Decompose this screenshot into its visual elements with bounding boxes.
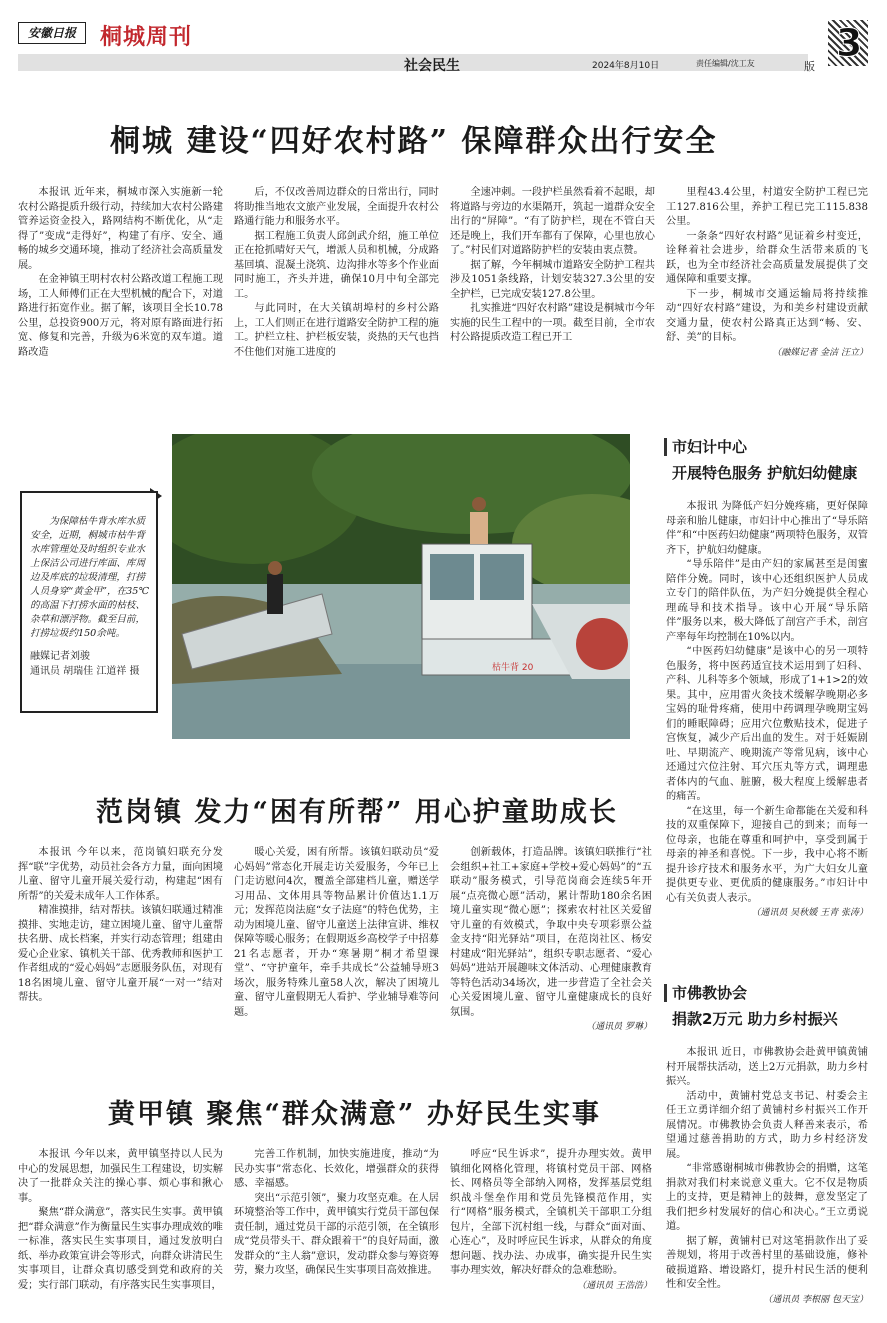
photo-caption [20, 491, 158, 713]
paragraph: 活动中，黄铺村党总支书记、村委会主任王立勇详细介绍了黄铺村乡村振兴工作开展情况。市佛教协会负责人释善来表示，希望通过慈善捐助的方式，助力乡村经济发展。 [666, 1090, 868, 1160]
article1-col2 [234, 186, 439, 376]
section-name: 社会民生 [404, 58, 460, 74]
side1-body [666, 500, 868, 962]
paragraph: 暖心关爱，困有所帮。该镇妇联动员“爱心妈妈”常态化开展走访关爱服务，今年已上门走访慰问4次，覆盖全部建档儿童，赠送学习用品、文体用具等物品累计价值达1.1万元；发挥范岗法庭“女子法庭”的特色优势，主动为困境儿童、留守儿童送上法律宣讲、维权保障等暖心服务；在假期返乡高校学子中招募21名志愿者，开办“寒暑期”桐才希望课堂”、“守护童年，牵手共成长”公益辅导班3场次，服务特殊儿童58人次，解决了困境儿童、留守儿童假期无人看护、学业辅导难等问题。 [234, 847, 439, 1018]
paragraph: 全速冲刺。一段护栏虽然看着不起眼，却将道路与旁边的水渠隔开，筑起一道群众安全出行的“屏障”。“有了防护栏，现在不管白天还是晚上，我们开车都有了保障，心里也放心了。”村民们对道路防护栏的安装由衷点赞。 [450, 187, 655, 256]
article2-title: 范岗镇 发力“困有所帮” 用心护童助成长 [96, 797, 618, 828]
caption-credit-1: 融媒记者刘骏 [30, 651, 90, 662]
page-number: 3 [836, 21, 863, 65]
byline: （通讯员 李根丽 包天宝） [763, 1294, 868, 1305]
paragraph: “中医药妇幼健康”是该中心的另一项特色服务，将中医药适宜技术运用到了妇科、产科、儿科等多个领域，形成了1+1>2的效果。其中，应用雷火灸技术缓解孕晚期必多宝妈的耻骨疼痛，使用中药调理孕晚期宝妈们的睡眠障碍；应用穴位敷贴技术，促进子宫恢复，减少产后出血的发生。对于妊娠剧吐、早期流产、晚期流产等常见病，该中心还通过穴位注射、耳穴压丸等方式，调理患者体内的气血、脏腑，极大程度上缓解患者的痛苦。 [666, 646, 868, 802]
article3-col2 [234, 1148, 439, 1314]
side2-body [666, 1046, 868, 1314]
article1-col3 [450, 186, 655, 376]
newspaper-logo: 安徽日报 [18, 22, 86, 44]
article3-title: 黄甲镇 聚焦“群众满意” 办好民生实事 [108, 1099, 601, 1130]
paragraph: 据了解，黄铺村已对这笔捐款作出了妥善规划，将用于改善村里的基础设施，修补破损道路、增设路灯，提升村民生活的便利性和安全性。 [666, 1235, 868, 1290]
page-number-box [828, 20, 868, 66]
side1-title-marker [664, 438, 667, 456]
news-photo [172, 434, 630, 739]
paragraph: 下一步，桐城市交通运输局将持续推动“四好农村路”建设，为和美乡村建设贡献交通力量，使农村公路真正达到“畅、安、舒、美”的目标。 [666, 288, 868, 343]
boat-label: 枯牛背 20 [492, 663, 534, 673]
byline: （通讯员 吴秋媛 王青 张涛） [751, 908, 868, 918]
paragraph: 本报讯 今年以来，范岗镇妇联充分发挥“联”字优势，动员社会各方力量，面向困境儿童、留守儿童开展关爱行动，构建起“困有所帮”的关爱未成年人工作体系。 [18, 847, 223, 902]
paragraph: 在金神镇王明村农村公路改道工程施工现场，工人师傅们正在大型机械的配合下，对道路进行拓宽作业。据了解，该项目全长10.78公里，总投资900万元，将对原有路面进行拓宽、修复和完善，升级为6米宽的双车道。道路改造 [18, 274, 223, 358]
paragraph: 本报讯 今年以来，黄甲镇坚持以人民为中心的发展思想，加强民生工程建设，切实解决了一批群众关注的操心事、烦心事和揪心事。 [18, 1149, 223, 1204]
paragraph: 本报讯 近年来，桐城市深入实施新一轮农村公路提质升级行动，持续加大农村公路建管养运资金投入，路网结构不断优化，从“走得了”变成“走得好”，构建了有序、安全、通畅的城乡交通环境，推动了经济社会高质量发展。 [18, 187, 223, 271]
paragraph: 突出“示范引领”，聚力攻坚克难。在人居环境整治等工作中，黄甲镇实行党员干部包保责任制，通过党员干部的示范引领，在全镇形成“党员带头干、群众跟着干”的良好局面，激发群众的“主人翁”意识，发动群众参与筹资筹劳，聚力攻坚，确保民生实事项目高效推进。 [234, 1192, 439, 1276]
edition-label: 版 [804, 60, 815, 73]
paragraph: 与此同时，在大关镇胡埠村的乡村公路上，工人们则正在进行道路安全防护工程的施工。护栏立柱、护栏板安装，炎热的天气也挡不住他们对施工进度的 [234, 303, 439, 358]
side1-title-line1: 市妇计中心 [672, 438, 748, 456]
caption-credit-2: 通讯员 胡瑞佳 江道祥 摄 [30, 666, 140, 677]
side1-title-line2: 开展特色服务 护航妇幼健康 [672, 464, 858, 482]
paragraph: 精准摸排，结对帮扶。该镇妇联通过精准摸排、实地走访，建立困境儿童、留守儿童帮扶名册、成长档案，并实行动态管理；组建由爱心企业家、镇机关干部、优秀教师和医护工作者组成的“爱心妈妈”志愿服务队伍，对现有18名困境儿童、留守儿童开展“一对一”结对帮扶。 [18, 905, 223, 1003]
paragraph: 据了解，今年桐城市道路安全防护工程共涉及1051条线路，计划安装327.3公里的安全护栏，已完成安装127.8公里。 [450, 259, 655, 300]
paragraph: 扎实推进“四好农村路”建设是桐城市今年实施的民生工程中的一项。截至目前，全市农村公路提质改造工程已开工 [450, 303, 655, 343]
editor-credit: 责任编辑/沈工友 [696, 59, 755, 68]
paragraph: 创新载体，打造品牌。该镇妇联推行“社会组织+社工+家庭+学校+爱心妈妈”的“五联动”服务模式，引导范岗商会连续5年开展“点亮微心愿”活动，累计帮助180余名困境儿童实现“微心愿”；探索农村社区关爱留守儿童的有效模式，争取中央专项彩票公益金支持“阳光驿站”项目，在范岗社区、杨安村建成“阳光驿站”，组织专职志愿者、“爱心妈妈”进站开展趣味文体活动、心理健康教育等特色活动34场次，进一步营造了全社会关心关爱困境儿童、留守儿童健康成长的良好氛围。 [450, 847, 652, 1018]
side2-title-line1: 市佛教协会 [672, 984, 748, 1002]
article3-col3 [450, 1148, 652, 1314]
issue-date: 2024年8月10日 [592, 61, 660, 71]
paragraph: “在这里，每一个新生命都能在关爱和科技的双重保障下，迎接自己的到来；而每一位母亲，也能在尊重和呵护中，享受到属于母亲的神圣和喜悦。下一步，我中心将不断提升诊疗技术和服务水平，为广大妇女儿童提供更专业、更优质的健康服务。”市妇计中心有关负责人表示。 [666, 805, 868, 904]
paragraph: 完善工作机制，加快实施进度，推动“为民办实事”常态化、长效化，增强群众的获得感、幸福感。 [234, 1149, 439, 1189]
side2-title-marker [664, 984, 667, 1002]
article1-col1 [18, 186, 223, 376]
paragraph: “非常感谢桐城市佛教协会的捐赠，这笔捐款对我们村来说意义重大。它不仅是物质上的支持，更是精神上的鼓舞，意发坚定了我们把乡村发展好的信心和决心。”王立勇说道。 [666, 1163, 868, 1232]
paragraph: 呼应“民生诉求”，提升办理实效。黄甲镇细化网格化管理，将镇村党员干部、网格长、网格员等全部纳入网格，发挥基层党组织战斗堡垒作用和党员先锋模范作用，实行“网格”服务模式，全镇机关干部职工分组包片，全部下沉村组一线，与群众“面对面、心连心”，及时呼应民生诉求，从群众的角度想问题、找办法、办成事，确实提升民生实事办理实效，解决好群众的急难愁盼。 [450, 1149, 652, 1276]
paragraph: 一条条“四好农村路”见证着乡村变迁，诠释着社会进步，给群众生活带来质的飞跃，也为全市经济社会高质量发展提供了交通保障和重要支撑。 [666, 230, 868, 285]
byline: （融媒记者 金洁 汪立） [772, 347, 868, 358]
paragraph: 本报讯 近日，市佛教协会赴黄甲镇黄铺村开展帮扶活动，送上2万元捐款，助力乡村振兴。 [666, 1047, 868, 1087]
article2-col2 [234, 846, 439, 1056]
caption-text: 为保障枯牛背水库水质安全，近期，桐城市枯牛背水库管理处及时组织专业水上保洁公司进行库面、库周边及库底的垃圾清理，打捞人员身穿“黄金甲”，在35℃的高温下打捞水面的枯枝、杂草和漂浮物。截至目前，打捞垃圾约150余吨。 [30, 516, 150, 639]
paragraph: 本报讯 为降低产妇分娩疼痛，更好保障母亲和胎儿健康，市妇计中心推出了“导乐陪伴”和“中医药妇幼健康”两项特色服务，双管齐下，护航妇幼健康。 [666, 501, 868, 556]
photo-illustration [172, 434, 630, 739]
article1-col4 [666, 186, 868, 376]
weekly-title: 桐城周刊 [100, 25, 193, 50]
paragraph: 里程43.4公里，村道安全防护工程已完工127.816公里，养护工程已完工115.838公里。 [666, 187, 868, 227]
byline: （通讯员 罗琳） [586, 1022, 652, 1032]
article1-title: 桐城 建设“四好农村路” 保障群众出行安全 [110, 124, 718, 159]
article3-col1 [18, 1148, 223, 1314]
side2-title-line2: 捐款2万元 助力乡村振兴 [672, 1010, 838, 1028]
masthead [18, 18, 874, 72]
byline: （通讯员 王浩浩） [577, 1280, 652, 1291]
article2-col1 [18, 846, 223, 1056]
paragraph: 据工程施工负责人邱剑武介绍，施工单位正在抢抓晴好天气，增派人员和机械，分成路基回填、混凝土浇筑、边沟排水等多个作业面同时施工，齐头并进，确保10月中旬全部完工。 [234, 230, 439, 300]
paragraph: 后，不仅改善周边群众的日常出行，同时将助推当地农文旅产业发展，全面提升农村公路通行能力和服务水平。 [234, 187, 439, 227]
article2-col3 [450, 846, 652, 1056]
paragraph: 聚焦“群众满意”，落实民生实事。黄甲镇把“群众满意”作为衡量民生实事办理成效的唯一标准，落实民生实事项目，通过发放明白纸、举办政策宣讲会等形式，向群众讲清民生实事项目，让群众真切感受到党和政府的关爱；实行部门联动，有序落实民生实事项目， [18, 1207, 223, 1291]
paragraph: “导乐陪伴”是由产妇的家属甚至是闺蜜陪伴分娩。同时，该中心还组织医护人员成立专门的陪伴队伍，为产妇分娩提供全程心理疏导和技术指导。该中心开展“导乐陪伴”服务以来，极大降低了剖宫产手术，剖宫产率每年均控制在10%以内。 [666, 559, 868, 643]
